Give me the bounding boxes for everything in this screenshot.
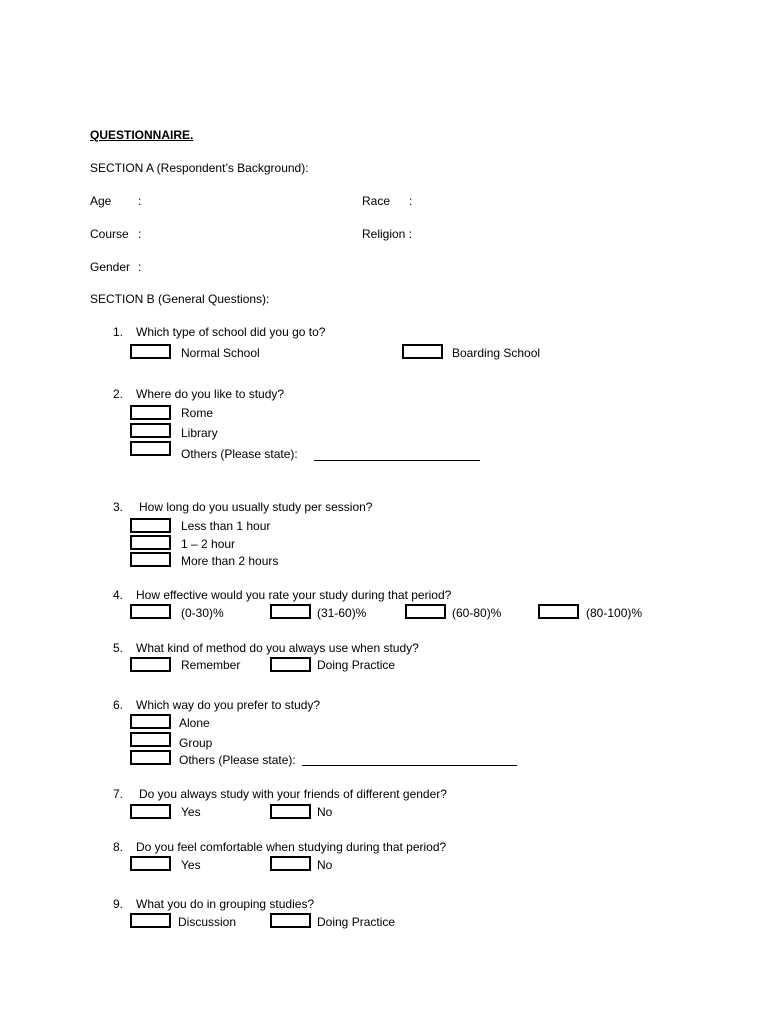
q6-group-label: Group <box>179 736 213 750</box>
q1-normal-school-label: Normal School <box>181 346 260 360</box>
section-a-heading: SECTION A (Respondent’s Background): <box>90 161 309 175</box>
q5-doing-practice-label: Doing Practice <box>317 658 396 672</box>
q2-rome-checkbox[interactable] <box>130 405 171 420</box>
q8-yes-label: Yes <box>181 858 201 872</box>
question-3-number: 3. <box>113 500 124 514</box>
question-8-text: Do you feel comfortable when studying during that period? <box>136 840 447 854</box>
q7-no-label: No <box>317 805 333 819</box>
gender-colon: : <box>138 260 142 274</box>
q1-boarding-school-checkbox[interactable] <box>402 344 443 359</box>
q4-80-100-checkbox[interactable] <box>538 604 579 619</box>
q6-others-answer-line[interactable] <box>302 765 517 766</box>
q8-no-checkbox[interactable] <box>270 856 311 871</box>
race-colon: : <box>409 194 413 208</box>
question-1-text: Which type of school did you go to? <box>136 325 326 339</box>
question-7-number: 7. <box>113 787 124 801</box>
q4-0-30-checkbox[interactable] <box>130 604 171 619</box>
q7-yes-label: Yes <box>181 805 201 819</box>
question-9-text: What you do in grouping studies? <box>136 897 315 911</box>
race-label: Race <box>362 194 391 208</box>
q4-0-30-label: (0-30)% <box>181 606 224 620</box>
question-1-number: 1. <box>113 325 124 339</box>
q8-yes-checkbox[interactable] <box>130 856 171 871</box>
question-2-number: 2. <box>113 387 124 401</box>
q5-remember-label: Remember <box>181 658 241 672</box>
question-4-number: 4. <box>113 588 124 602</box>
page-title: QUESTIONNAIRE. <box>90 128 194 142</box>
q1-normal-school-checkbox[interactable] <box>130 344 171 359</box>
q3-more-than-2-hours-checkbox[interactable] <box>130 552 171 567</box>
q6-alone-label: Alone <box>179 716 210 730</box>
q2-library-checkbox[interactable] <box>130 423 171 438</box>
course-label: Course <box>90 227 129 241</box>
course-colon: : <box>138 227 142 241</box>
q6-others-label: Others (Please state): <box>179 753 296 767</box>
question-6-text: Which way do you prefer to study? <box>136 698 321 712</box>
question-8-number: 8. <box>113 840 124 854</box>
q4-31-60-checkbox[interactable] <box>270 604 311 619</box>
q3-less-than-1-hour-checkbox[interactable] <box>130 518 171 533</box>
q3-more-than-2-hours-label: More than 2 hours <box>181 554 279 568</box>
q2-others-answer-line[interactable] <box>314 460 480 461</box>
q7-yes-checkbox[interactable] <box>130 804 171 819</box>
question-6-number: 6. <box>113 698 124 712</box>
q6-others-checkbox[interactable] <box>130 750 171 765</box>
age-label: Age <box>90 194 112 208</box>
q4-60-80-checkbox[interactable] <box>405 604 446 619</box>
q3-1-2-hour-label: 1 – 2 hour <box>181 537 236 551</box>
q5-remember-checkbox[interactable] <box>130 657 171 672</box>
question-9-number: 9. <box>113 897 124 911</box>
question-5-text: What kind of method do you always use when study? <box>136 641 419 655</box>
age-colon: : <box>138 194 142 208</box>
q5-doing-practice-checkbox[interactable] <box>270 657 311 672</box>
question-5-number: 5. <box>113 641 124 655</box>
q4-80-100-label: (80-100)% <box>586 606 643 620</box>
section-b-heading: SECTION B (General Questions): <box>90 292 270 306</box>
q3-less-than-1-hour-label: Less than 1 hour <box>181 519 271 533</box>
q1-boarding-school-label: Boarding School <box>452 346 541 360</box>
q4-60-80-label: (60-80)% <box>452 606 502 620</box>
q2-library-label: Library <box>181 426 218 440</box>
question-3-text: How long do you usually study per session? <box>139 500 373 514</box>
q3-1-2-hour-checkbox[interactable] <box>130 535 171 550</box>
q2-rome-label: Rome <box>181 406 214 420</box>
gender-label: Gender <box>90 260 131 274</box>
question-2-text: Where do you like to study? <box>136 387 285 401</box>
q9-discussion-checkbox[interactable] <box>130 913 171 928</box>
q8-no-label: No <box>317 858 333 872</box>
q9-discussion-label: Discussion <box>178 915 237 929</box>
q9-doing-practice-label: Doing Practice <box>317 915 396 929</box>
q9-doing-practice-checkbox[interactable] <box>270 913 311 928</box>
religion-label: Religion : <box>362 227 413 241</box>
q7-no-checkbox[interactable] <box>270 804 311 819</box>
q6-alone-checkbox[interactable] <box>130 714 171 729</box>
q2-others-checkbox[interactable] <box>130 441 171 456</box>
question-4-text: How effective would you rate your study during that period? <box>136 588 452 602</box>
q6-group-checkbox[interactable] <box>130 732 171 747</box>
question-7-text: Do you always study with your friends of different gender? <box>139 787 447 801</box>
q2-others-label: Others (Please state): <box>181 447 298 461</box>
q4-31-60-label: (31-60)% <box>317 606 367 620</box>
